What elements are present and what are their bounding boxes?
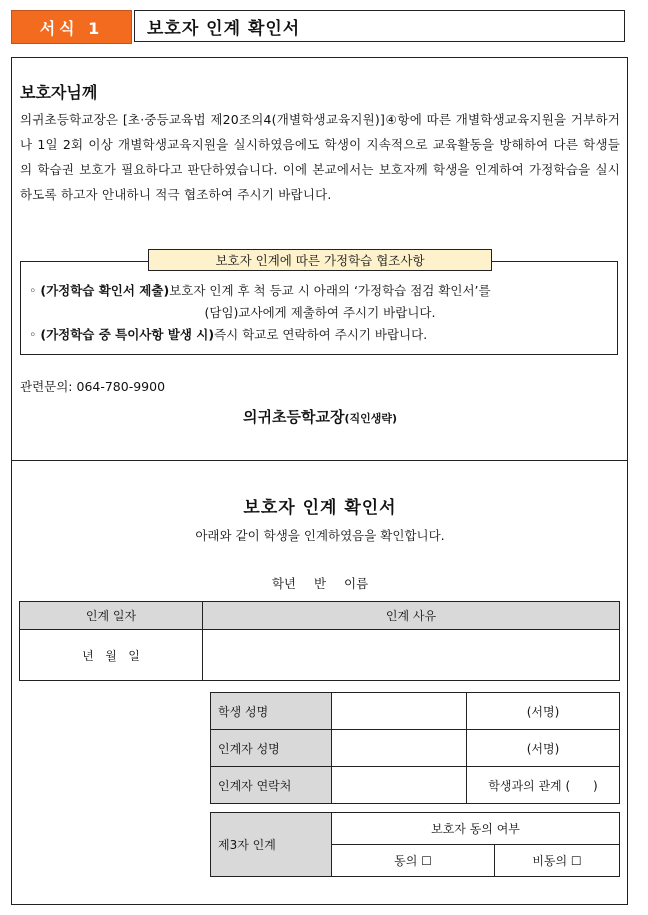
- relationship-field[interactable]: 학생과의 관계 ( ): [467, 767, 620, 804]
- letter-greeting: 보호자님께: [20, 83, 98, 102]
- form-title: 보호자 인계 확인서: [243, 498, 397, 518]
- guardian-phone-field[interactable]: [332, 767, 467, 804]
- consent-agree-checkbox[interactable]: 동의 ☐: [332, 845, 495, 877]
- handover-date-field[interactable]: 년 월 일: [20, 630, 203, 681]
- guardian-name-field[interactable]: [332, 730, 467, 767]
- notice-item-2-heading: (가정학습 중 특이사항 발생 시): [40, 327, 215, 342]
- persons-table: [210, 692, 620, 804]
- guardian-signature-field[interactable]: (서명): [467, 730, 620, 767]
- consent-disagree-checkbox[interactable]: 비동의 ☐: [495, 845, 620, 877]
- notice-item-1-text: 보호자 인계 후 척 등교 시 아래의 ‘가정학습 점검 확인서’를: [169, 283, 491, 298]
- guardian-name-label: 인계자 성명: [211, 730, 332, 767]
- notice-item-1: [29, 280, 611, 324]
- third-party-label: 제3자 인계: [211, 813, 332, 877]
- letter-body: 의귀초등학교장은 [초·중등교육법 제20조의4(개별학생교육지원)]④항에 따른 개별학생교육지원을 거부하거나 1일 2회 이상 개별학생교육지원을 실시하였음에도 학생이 지속적으로 교육활동을 방해하여 다른 학생들의 학습권 보호가 필요하다고 판단하였습니다. 이에 본교에서는 보호자께 학생을 인계하여 가정학습을 실시하도록 하고자 안내하니 적극 협조하여 주시기 바랍니다.: [20, 112, 620, 202]
- document-title: 보호자 인계 확인서: [134, 10, 625, 42]
- consent-header: 보호자 동의 여부: [332, 813, 620, 845]
- handover-date-header: 인계 일자: [20, 602, 203, 630]
- student-name-field[interactable]: [332, 693, 467, 730]
- handover-reason-field[interactable]: [203, 630, 620, 681]
- handover-reason-header: 인계 사유: [203, 602, 620, 630]
- grade-class-name-line: 학년 반 이름: [271, 576, 369, 591]
- principal-signoff: [0, 406, 640, 427]
- notice-box: [20, 261, 618, 355]
- third-party-table: [210, 812, 620, 877]
- notice-bullet-1: ◦: [29, 283, 37, 298]
- student-signature-field[interactable]: (서명): [467, 693, 620, 730]
- notice-item-2: [29, 324, 611, 346]
- notice-bullet-2: ◦: [29, 327, 37, 342]
- seal-omitted-note: (직인생략): [344, 412, 397, 425]
- notice-item-2-text: 즉시 학교로 연락하여 주시기 바랍니다.: [214, 327, 428, 342]
- guardian-phone-label: 인계자 연락처: [211, 767, 332, 804]
- notice-title: 보호자 인계에 따른 가정학습 협조사항: [148, 249, 492, 271]
- notice-item-1-heading: (가정학습 확인서 제출): [40, 283, 170, 298]
- notice-item-1-continuation: (담임)교사에게 제출하여 주시기 바랍니다.: [204, 305, 436, 320]
- section-divider: [11, 460, 628, 461]
- principal-name: 의귀초등학교장: [243, 408, 345, 426]
- handover-table: [19, 601, 620, 681]
- form-number-tag: 서식 1: [11, 10, 132, 44]
- form-subtitle: 아래와 같이 학생을 인계하였음을 확인합니다.: [195, 528, 445, 543]
- contact-info: 관련문의: 064-780-9900: [20, 379, 166, 394]
- student-name-label: 학생 성명: [211, 693, 332, 730]
